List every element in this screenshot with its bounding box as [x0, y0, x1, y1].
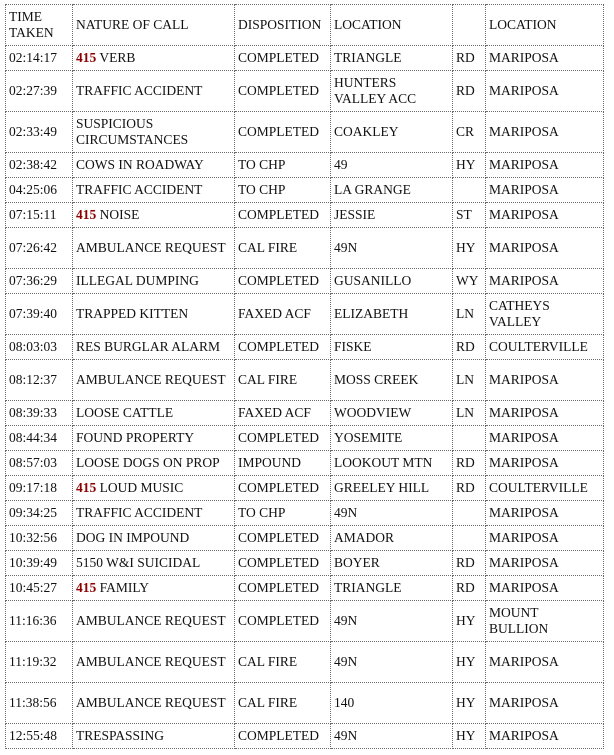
disposition-cell: TO CHP	[235, 501, 331, 526]
area-cell: MARIPOSA	[486, 724, 604, 749]
table-row	[6, 401, 604, 426]
area-cell: MARIPOSA	[486, 501, 604, 526]
area-cell: MARIPOSA	[486, 178, 604, 203]
area-cell: COULTERVILLE	[486, 476, 604, 501]
nature-cell	[73, 501, 235, 526]
area-cell: MARIPOSA	[486, 112, 604, 153]
table-row	[6, 451, 604, 476]
suffix-cell: RD	[453, 551, 486, 576]
table-row	[6, 526, 604, 551]
location-cell: HUNTERS VALLEY ACC	[331, 71, 453, 112]
time-cell: 11:19:32	[6, 642, 73, 683]
call-code: 415	[76, 207, 97, 222]
suffix-cell: LN	[453, 401, 486, 426]
location-cell: COAKLEY	[331, 112, 453, 153]
nature-text: AMBULANCE REQUEST	[76, 372, 226, 387]
suffix-cell: RD	[453, 576, 486, 601]
suffix-cell: LN	[453, 294, 486, 335]
nature-cell	[73, 71, 235, 112]
suffix-cell: RD	[453, 451, 486, 476]
area-cell: MARIPOSA	[486, 153, 604, 178]
nature-text: LOOSE CATTLE	[76, 405, 174, 420]
time-cell: 02:38:42	[6, 153, 73, 178]
nature-text: COWS IN ROADWAY	[76, 157, 204, 172]
suffix-cell: HY	[453, 228, 486, 269]
disposition-cell: COMPLETED	[235, 426, 331, 451]
nature-cell	[73, 476, 235, 501]
call-code: 415	[76, 480, 97, 495]
nature-text: AMBULANCE REQUEST	[76, 613, 226, 628]
call-log	[5, 4, 604, 749]
disposition-cell: COMPLETED	[235, 112, 331, 153]
header-row	[6, 5, 604, 46]
nature-cell	[73, 642, 235, 683]
header-suffix	[453, 5, 486, 46]
time-cell: 12:55:48	[6, 724, 73, 749]
nature-cell	[73, 451, 235, 476]
location-cell: 49N	[331, 724, 453, 749]
nature-text: TRAFFIC ACCIDENT	[76, 505, 203, 520]
nature-text: AMBULANCE REQUEST	[76, 654, 226, 669]
area-cell: MARIPOSA	[486, 228, 604, 269]
time-cell: 08:39:33	[6, 401, 73, 426]
table-row	[6, 551, 604, 576]
table-row	[6, 724, 604, 749]
table-row	[6, 228, 604, 269]
nature-text: NOISE	[99, 207, 140, 222]
disposition-cell: COMPLETED	[235, 601, 331, 642]
location-cell: 49	[331, 153, 453, 178]
nature-cell	[73, 426, 235, 451]
header-disposition: DISPOSITION	[235, 5, 331, 46]
nature-cell	[73, 601, 235, 642]
suffix-cell	[453, 178, 486, 203]
header-nature: NATURE OF CALL	[73, 5, 235, 46]
location-cell: WOODVIEW	[331, 401, 453, 426]
disposition-cell: COMPLETED	[235, 724, 331, 749]
nature-cell	[73, 576, 235, 601]
suffix-cell: HY	[453, 683, 486, 724]
area-cell: COULTERVILLE	[486, 335, 604, 360]
area-cell: MARIPOSA	[486, 551, 604, 576]
suffix-cell: HY	[453, 153, 486, 178]
table-row	[6, 601, 604, 642]
location-cell: 49N	[331, 601, 453, 642]
nature-cell	[73, 294, 235, 335]
area-cell: MARIPOSA	[486, 401, 604, 426]
suffix-cell: HY	[453, 724, 486, 749]
disposition-cell: TO CHP	[235, 178, 331, 203]
time-cell: 11:38:56	[6, 683, 73, 724]
time-cell: 07:15:11	[6, 203, 73, 228]
suffix-cell: RD	[453, 476, 486, 501]
location-cell: 140	[331, 683, 453, 724]
area-cell: MARIPOSA	[486, 451, 604, 476]
table-row	[6, 501, 604, 526]
nature-text: AMBULANCE REQUEST	[76, 240, 226, 255]
table-row	[6, 335, 604, 360]
disposition-cell: FAXED ACF	[235, 294, 331, 335]
location-cell: BOYER	[331, 551, 453, 576]
disposition-cell: CAL FIRE	[235, 642, 331, 683]
time-cell: 10:32:56	[6, 526, 73, 551]
nature-cell	[73, 178, 235, 203]
location-cell: 49N	[331, 501, 453, 526]
nature-cell	[73, 112, 235, 153]
area-cell: MARIPOSA	[486, 683, 604, 724]
suffix-cell: ST	[453, 203, 486, 228]
area-cell: MARIPOSA	[486, 46, 604, 71]
area-cell: MARIPOSA	[486, 426, 604, 451]
table-row	[6, 178, 604, 203]
table-row	[6, 360, 604, 401]
table-row	[6, 269, 604, 294]
suffix-cell: HY	[453, 601, 486, 642]
table-row	[6, 203, 604, 228]
disposition-cell: CAL FIRE	[235, 228, 331, 269]
time-cell: 08:03:03	[6, 335, 73, 360]
disposition-cell: COMPLETED	[235, 526, 331, 551]
suffix-cell	[453, 426, 486, 451]
nature-text: FOUND PROPERTY	[76, 430, 195, 445]
table-row	[6, 642, 604, 683]
area-cell: MOUNT BULLION	[486, 601, 604, 642]
suffix-cell	[453, 501, 486, 526]
table-row	[6, 153, 604, 178]
nature-cell	[73, 724, 235, 749]
location-cell: GUSANILLO	[331, 269, 453, 294]
nature-cell	[73, 335, 235, 360]
area-cell: MARIPOSA	[486, 269, 604, 294]
suffix-cell: RD	[453, 46, 486, 71]
call-log-body	[6, 46, 604, 749]
nature-cell	[73, 526, 235, 551]
disposition-cell: COMPLETED	[235, 46, 331, 71]
table-row	[6, 46, 604, 71]
call-log-table	[5, 4, 604, 749]
nature-text: TRAFFIC ACCIDENT	[76, 182, 203, 197]
table-row	[6, 112, 604, 153]
suffix-cell: RD	[453, 335, 486, 360]
nature-cell	[73, 683, 235, 724]
suffix-cell: HY	[453, 642, 486, 683]
location-cell: AMADOR	[331, 526, 453, 551]
nature-text: 5150 W&I SUICIDAL	[76, 555, 201, 570]
location-cell: JESSIE	[331, 203, 453, 228]
nature-cell	[73, 551, 235, 576]
nature-text: LOOSE DOGS ON PROP	[76, 455, 220, 470]
suffix-cell: CR	[453, 112, 486, 153]
nature-cell	[73, 269, 235, 294]
nature-text: TRAFFIC ACCIDENT	[76, 83, 203, 98]
time-cell: 09:17:18	[6, 476, 73, 501]
time-cell: 07:39:40	[6, 294, 73, 335]
table-row	[6, 576, 604, 601]
nature-text: RES BURGLAR ALARM	[76, 339, 221, 354]
table-row	[6, 476, 604, 501]
time-cell: 08:57:03	[6, 451, 73, 476]
nature-cell	[73, 46, 235, 71]
nature-cell	[73, 228, 235, 269]
area-cell: MARIPOSA	[486, 576, 604, 601]
nature-cell	[73, 203, 235, 228]
header-location: LOCATION	[331, 5, 453, 46]
location-cell: ELIZABETH	[331, 294, 453, 335]
table-row	[6, 71, 604, 112]
area-cell: MARIPOSA	[486, 642, 604, 683]
location-cell: LA GRANGE	[331, 178, 453, 203]
disposition-cell: COMPLETED	[235, 551, 331, 576]
disposition-cell: COMPLETED	[235, 335, 331, 360]
disposition-cell: FAXED ACF	[235, 401, 331, 426]
header-time: TIME TAKEN	[6, 5, 73, 46]
location-cell: 49N	[331, 642, 453, 683]
nature-text: VERB	[99, 50, 136, 65]
table-row	[6, 294, 604, 335]
header-area: LOCATION	[486, 5, 604, 46]
disposition-cell: COMPLETED	[235, 203, 331, 228]
disposition-cell: TO CHP	[235, 153, 331, 178]
time-cell: 07:26:42	[6, 228, 73, 269]
call-code: 415	[76, 580, 97, 595]
nature-text: ILLEGAL DUMPING	[76, 273, 199, 288]
nature-cell	[73, 401, 235, 426]
table-row	[6, 426, 604, 451]
time-cell: 11:16:36	[6, 601, 73, 642]
location-cell: YOSEMITE	[331, 426, 453, 451]
location-cell: 49N	[331, 228, 453, 269]
nature-cell	[73, 153, 235, 178]
area-cell: MARIPOSA	[486, 360, 604, 401]
location-cell: GREELEY HILL	[331, 476, 453, 501]
location-cell: LOOKOUT MTN	[331, 451, 453, 476]
nature-text: AMBULANCE REQUEST	[76, 695, 226, 710]
time-cell: 10:39:49	[6, 551, 73, 576]
time-cell: 04:25:06	[6, 178, 73, 203]
disposition-cell: CAL FIRE	[235, 360, 331, 401]
location-cell: FISKE	[331, 335, 453, 360]
suffix-cell: LN	[453, 360, 486, 401]
nature-text: FAMILY	[99, 580, 150, 595]
disposition-cell: COMPLETED	[235, 476, 331, 501]
location-cell: TRIANGLE	[331, 576, 453, 601]
time-cell: 07:36:29	[6, 269, 73, 294]
suffix-cell: RD	[453, 71, 486, 112]
nature-cell	[73, 360, 235, 401]
time-cell: 02:14:17	[6, 46, 73, 71]
nature-text: SUSPICIOUS CIRCUMSTANCES	[76, 116, 189, 147]
table-row	[6, 683, 604, 724]
disposition-cell: IMPOUND	[235, 451, 331, 476]
location-cell: MOSS CREEK	[331, 360, 453, 401]
call-code: 415	[76, 50, 97, 65]
disposition-cell: COMPLETED	[235, 269, 331, 294]
disposition-cell: CAL FIRE	[235, 683, 331, 724]
time-cell: 08:12:37	[6, 360, 73, 401]
nature-text: LOUD MUSIC	[99, 480, 184, 495]
area-cell: CATHEYS VALLEY	[486, 294, 604, 335]
area-cell: MARIPOSA	[486, 203, 604, 228]
disposition-cell: COMPLETED	[235, 71, 331, 112]
time-cell: 02:33:49	[6, 112, 73, 153]
area-cell: MARIPOSA	[486, 526, 604, 551]
nature-text: TRESPASSING	[76, 728, 165, 743]
time-cell: 09:34:25	[6, 501, 73, 526]
nature-text: TRAPPED KITTEN	[76, 306, 189, 321]
time-cell: 10:45:27	[6, 576, 73, 601]
suffix-cell: WY	[453, 269, 486, 294]
area-cell: MARIPOSA	[486, 71, 604, 112]
time-cell: 02:27:39	[6, 71, 73, 112]
time-cell: 08:44:34	[6, 426, 73, 451]
location-cell: TRIANGLE	[331, 46, 453, 71]
disposition-cell: COMPLETED	[235, 576, 331, 601]
nature-text: DOG IN IMPOUND	[76, 530, 190, 545]
suffix-cell	[453, 526, 486, 551]
